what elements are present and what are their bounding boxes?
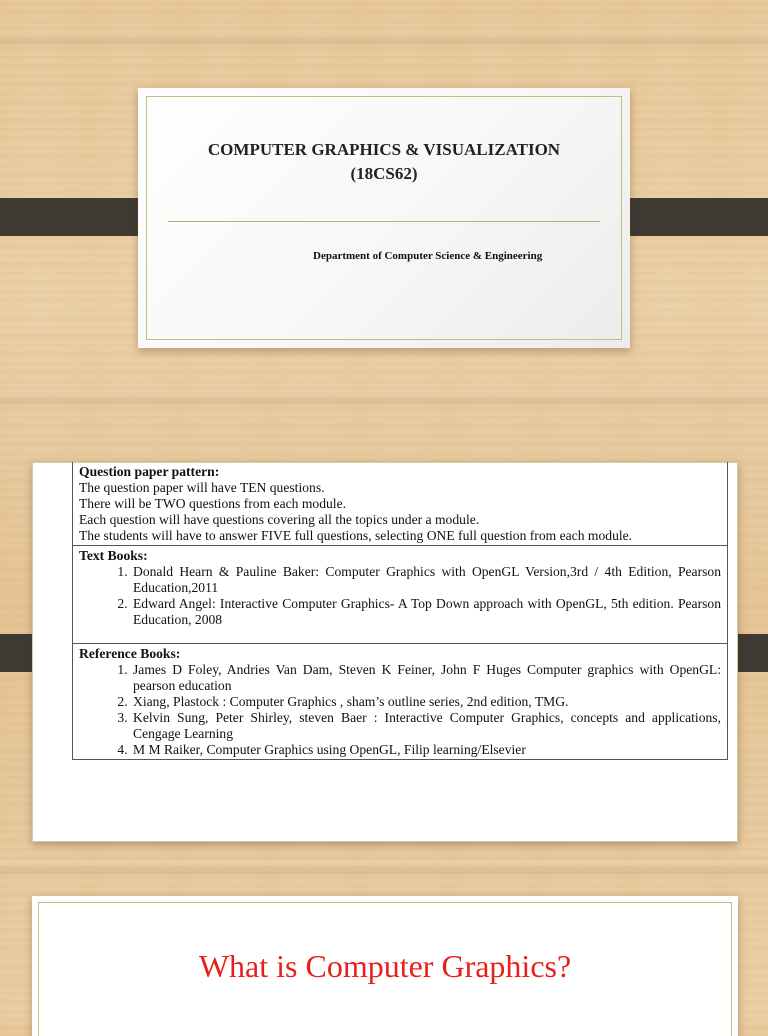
- list-item: 3. Kelvin Sung, Peter Shirley, steven Baer : Interactive Computer Graphics, concepts and applications, Cengage Learning: [131, 710, 721, 742]
- wood-band: [0, 860, 768, 874]
- reference-books-section: [73, 644, 727, 760]
- department-label: Department of Computer Science & Engineering: [313, 250, 543, 262]
- decor-bar-right-1: [612, 198, 768, 236]
- slide-title: [138, 88, 630, 348]
- slide-heading: What is Computer Graphics?: [198, 948, 572, 984]
- qp-line: There will be TWO questions from each module.: [79, 496, 347, 511]
- qp-heading: Question paper pattern:: [79, 464, 220, 479]
- syllabus-table: [72, 462, 728, 760]
- slide-intro: [32, 896, 738, 1036]
- slide-syllabus: [32, 462, 738, 842]
- divider: [168, 221, 600, 222]
- course-code: (18CS62): [350, 164, 418, 183]
- question-pattern-section: [73, 462, 727, 546]
- qp-line: The students will have to answer FIVE full questions, selecting ONE full question from each module.: [79, 528, 633, 543]
- course-title: COMPUTER GRAPHICS & VISUALIZATION: [207, 140, 561, 159]
- list-item: 1. James D Foley, Andries Van Dam, Steven K Feiner, John F Huges Computer graphics with OpenGL: pearson education: [131, 662, 721, 694]
- text-books-section: [73, 546, 727, 644]
- decor-bar-left-1: [0, 198, 155, 236]
- qp-line: Each question will have questions covering all the topics under a module.: [79, 512, 480, 527]
- ref-books-heading: Reference Books:: [79, 646, 181, 661]
- list-item: 2. Xiang, Plastock : Computer Graphics , sham’s outline series, 2nd edition, TMG.: [131, 694, 721, 710]
- list-item: 1. Donald Hearn & Pauline Baker: Computer Graphics with OpenGL Version,3rd / 4th Edition, Pearson Education,2011: [131, 564, 721, 596]
- list-item: 2. Edward Angel: Interactive Computer Graphics- A Top Down approach with OpenGL, 5th edition. Pearson Education, 2008: [131, 596, 721, 628]
- wood-band: [0, 390, 768, 404]
- wood-band: [0, 30, 768, 44]
- text-books-heading: Text Books:: [79, 548, 148, 563]
- qp-line: The question paper will have TEN questions.: [79, 480, 325, 495]
- list-item: 4. M M Raiker, Computer Graphics using OpenGL, Filip learning/Elsevier: [131, 742, 721, 758]
